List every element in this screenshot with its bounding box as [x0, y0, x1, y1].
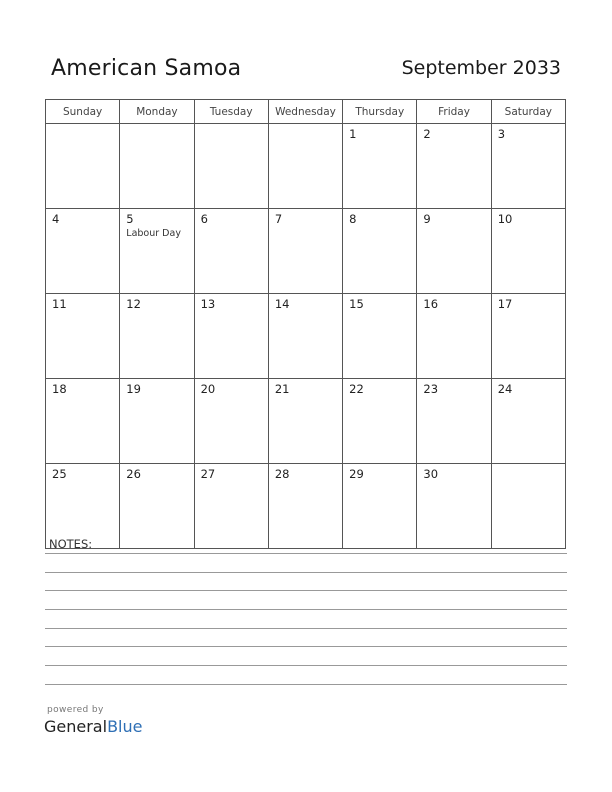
calendar-empty-cell [491, 464, 565, 549]
day-number: 7 [274, 212, 283, 226]
calendar-day-cell [343, 124, 417, 209]
day-number: 10 [497, 212, 513, 226]
note-line [45, 590, 567, 591]
day-number: 4 [52, 212, 60, 226]
calendar-region-title: American Samoa [51, 56, 242, 81]
calendar-day-cell [417, 294, 491, 379]
brand-part1: General [44, 717, 108, 736]
calendar-day-cell [417, 209, 491, 294]
day-number: 3 [497, 127, 506, 141]
calendar-day-cell [343, 294, 417, 379]
calendar-day-cell [343, 464, 417, 549]
weekday-header: Monday [120, 100, 194, 124]
day-number: 30 [423, 467, 439, 481]
calendar-day-cell [343, 379, 417, 464]
day-number: 24 [497, 382, 513, 396]
day-number: 25 [52, 467, 67, 481]
day-number: 12 [126, 297, 141, 311]
calendar-day-cell [343, 209, 417, 294]
calendar-month-title: September 2033 [401, 57, 561, 79]
day-number: 15 [349, 297, 364, 311]
calendar-day-cell [194, 294, 268, 379]
day-number: 1 [349, 127, 357, 141]
day-number: 16 [423, 297, 439, 311]
calendar-day-cell [120, 209, 194, 294]
calendar-empty-cell [194, 124, 268, 209]
calendar-week-row [46, 124, 566, 209]
calendar-day-cell [268, 379, 342, 464]
calendar-day-cell [46, 464, 120, 549]
day-number: 8 [349, 212, 357, 226]
day-number: 20 [200, 382, 216, 396]
day-number: 26 [126, 467, 141, 481]
calendar-week-row [46, 209, 566, 294]
calendar-day-cell [46, 294, 120, 379]
calendar-day-cell [268, 209, 342, 294]
calendar-day-cell [120, 379, 194, 464]
day-number: 6 [200, 212, 208, 226]
day-number: 11 [52, 297, 67, 311]
calendar-day-cell [46, 379, 120, 464]
note-line [45, 665, 567, 666]
weekday-header-row [46, 100, 566, 124]
day-number: 27 [200, 467, 216, 481]
calendar-grid [45, 99, 566, 549]
calendar-day-cell [417, 379, 491, 464]
calendar-day-cell [120, 294, 194, 379]
day-number: 23 [423, 382, 439, 396]
calendar-week-row [46, 379, 566, 464]
calendar-day-cell [417, 124, 491, 209]
calendar-day-cell [268, 294, 342, 379]
calendar-day-cell [491, 209, 565, 294]
powered-by-text: powered by [47, 705, 104, 715]
day-number: 2 [423, 127, 431, 141]
note-line [45, 572, 567, 573]
calendar-week-row [46, 464, 566, 549]
calendar-day-cell [491, 124, 565, 209]
calendar-day-cell [194, 379, 268, 464]
calendar-day-cell [194, 209, 268, 294]
notes-label: NOTES: [49, 537, 93, 551]
day-number: 19 [126, 382, 141, 396]
day-number: 21 [274, 382, 290, 396]
calendar-empty-cell [46, 124, 120, 209]
note-line [45, 609, 567, 610]
note-line [45, 684, 567, 685]
day-number: 9 [423, 212, 431, 226]
day-number: 18 [52, 382, 67, 396]
calendar-empty-cell [120, 124, 194, 209]
calendar-day-cell [268, 464, 342, 549]
weekday-header: Friday [417, 100, 491, 124]
weekday-header: Saturday [491, 100, 565, 124]
day-number: 13 [200, 297, 216, 311]
day-number: 22 [349, 382, 364, 396]
day-number: 14 [274, 297, 290, 311]
day-number: 17 [497, 297, 513, 311]
day-number: 5 [126, 212, 134, 226]
note-line [45, 628, 567, 629]
calendar-empty-cell [268, 124, 342, 209]
weekday-header: Sunday [46, 100, 120, 124]
weekday-header: Wednesday [268, 100, 342, 124]
holiday-label: Labour Day [126, 228, 181, 239]
day-number: 29 [349, 467, 364, 481]
calendar-day-cell [417, 464, 491, 549]
weekday-header: Tuesday [194, 100, 268, 124]
calendar-day-cell [194, 464, 268, 549]
weekday-header: Thursday [343, 100, 417, 124]
day-number: 28 [274, 467, 290, 481]
calendar-day-cell [491, 294, 565, 379]
calendar-day-cell [46, 209, 120, 294]
note-line [45, 646, 567, 647]
calendar-day-cell [491, 379, 565, 464]
calendar-week-row [46, 294, 566, 379]
note-line [45, 553, 567, 554]
brand-part2: Blue [107, 717, 143, 736]
calendar-day-cell [120, 464, 194, 549]
generalblue-logo [44, 717, 142, 736]
